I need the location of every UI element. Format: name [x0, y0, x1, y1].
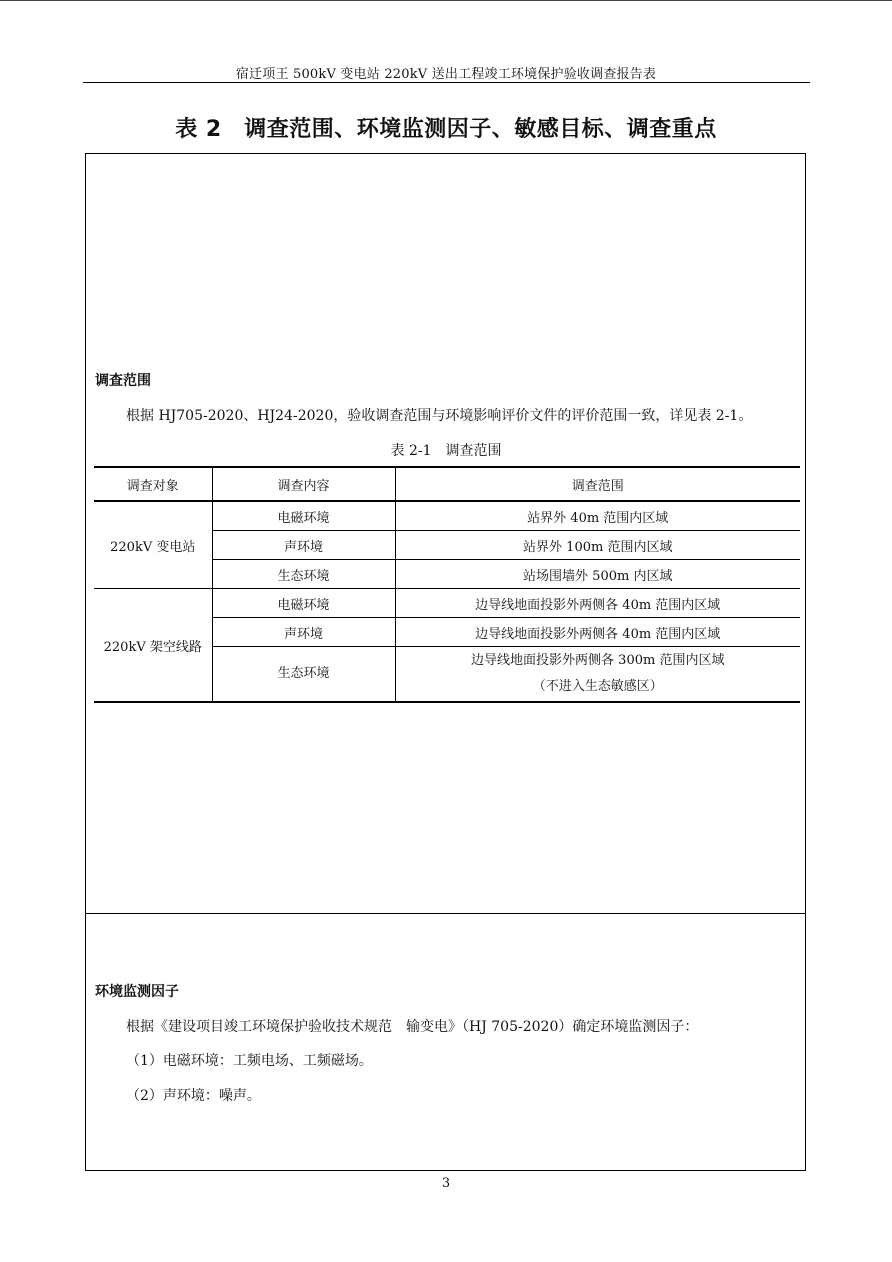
page-title: 表 2 调查范围、环境监测因子、敏感目标、调查重点 — [175, 117, 717, 142]
page-top-border — [0, 0, 892, 1]
monitoring-factor-item: （1）电磁环境：工频电场、工频磁场。 — [126, 1053, 373, 1069]
table-row — [94, 501, 800, 531]
survey-range-cell: 站界外 100m 范围内区域 — [395, 531, 800, 560]
survey-object-cell: 220kV 变电站 — [94, 501, 212, 589]
header-divider — [83, 82, 810, 83]
survey-scope-heading: 调查范围 — [95, 373, 151, 389]
survey-object-cell: 220kV 架空线路 — [94, 589, 212, 703]
survey-scope-paragraph: 根据 HJ705-2020、HJ24-2020，验收调查范围与环境影响评价文件的评价范围一致，详见表 2-1。 — [126, 408, 753, 424]
monitoring-factors-heading: 环境监测因子 — [95, 984, 179, 1000]
survey-content-cell: 生态环境 — [212, 560, 395, 589]
survey-range-cell — [395, 647, 800, 703]
table-caption: 表 2-1 调查范围 — [390, 443, 502, 459]
survey-range-cell: 站场围墙外 500m 内区域 — [395, 560, 800, 589]
column-header-range: 调查范围 — [395, 467, 800, 501]
survey-content-cell: 生态环境 — [212, 647, 395, 703]
survey-range-text: 边导线地面投影外两侧各 300m 范围内区域 — [471, 653, 725, 668]
running-header: 宿迁项王 500kV 变电站 220kV 送出工程竣工环境保护验收调查报告表 — [235, 67, 657, 82]
column-header-content: 调查内容 — [212, 467, 395, 501]
survey-content-cell: 声环境 — [212, 618, 395, 647]
monitoring-factors-paragraph: 根据《建设项目竣工环境保护验收技术规范 输变电》（HJ 705-2020）确定环境监测因子： — [126, 1019, 699, 1035]
page-number: 3 — [441, 1176, 451, 1191]
survey-range-cell: 边导线地面投影外两侧各 40m 范围内区域 — [395, 589, 800, 618]
column-header-object: 调查对象 — [94, 467, 212, 501]
table-header-row — [94, 467, 800, 501]
table-row — [94, 589, 800, 618]
survey-content-cell: 电磁环境 — [212, 501, 395, 531]
survey-range-note: （不进入生态敏感区） — [532, 679, 663, 694]
survey-content-cell: 电磁环境 — [212, 589, 395, 618]
monitoring-factor-item: （2）声环境：噪声。 — [126, 1088, 261, 1104]
monitoring-factors-frame — [85, 913, 806, 1171]
survey-range-cell: 站界外 40m 范围内区域 — [395, 501, 800, 531]
survey-range-cell: 边导线地面投影外两侧各 40m 范围内区域 — [395, 618, 800, 647]
survey-content-cell: 声环境 — [212, 531, 395, 560]
survey-scope-table — [94, 466, 800, 703]
